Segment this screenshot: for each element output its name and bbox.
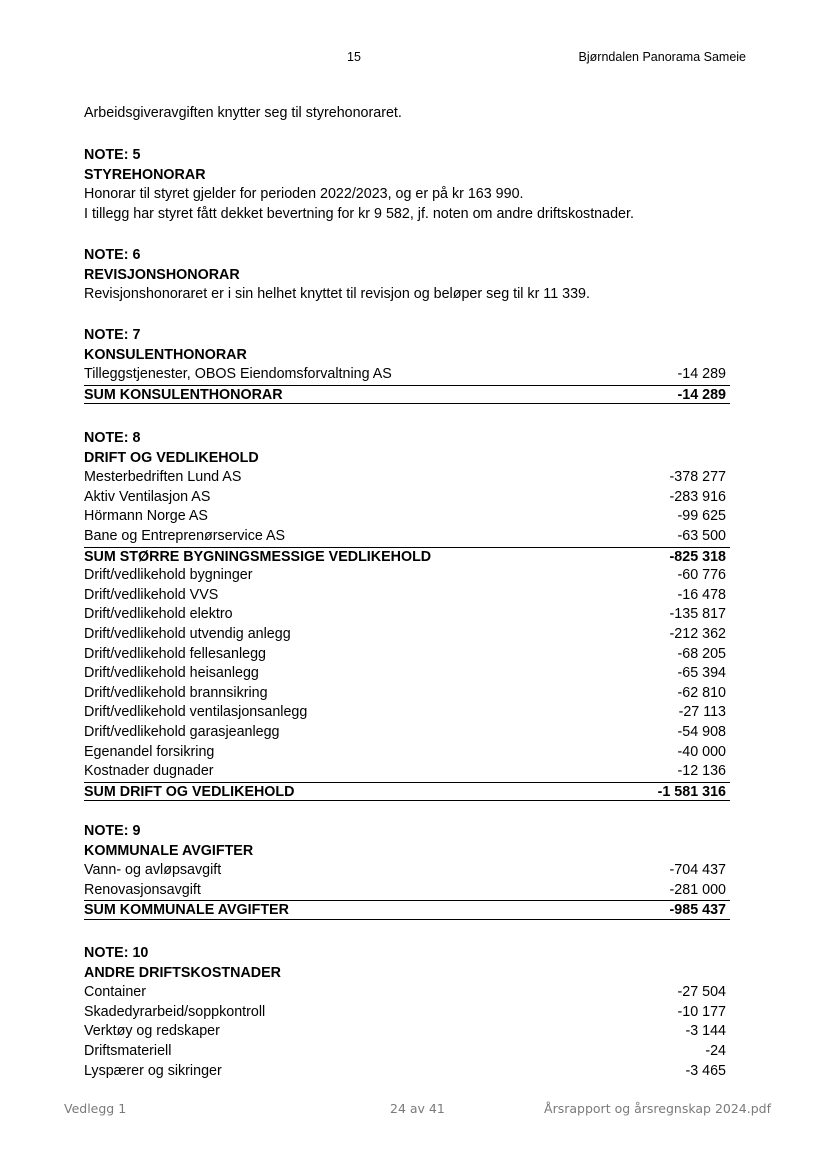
note-5: [84, 146, 730, 224]
row-label: Drift/vedlikehold heisanlegg: [84, 665, 259, 682]
table-row: [84, 743, 730, 763]
note-heading: KONSULENTHONORAR: [84, 346, 247, 363]
sum-value: -985 437: [669, 902, 726, 919]
note-8: [84, 429, 730, 801]
note-heading: KOMMUNALE AVGIFTER: [84, 842, 254, 859]
note-label: NOTE: 9: [84, 823, 141, 839]
table-row: [84, 605, 730, 625]
table-row: [84, 468, 730, 488]
sum-label: SUM KONSULENTHONORAR: [84, 386, 283, 403]
sum-row: [84, 782, 730, 802]
note-text: Revisjonshonoraret er i sin helhet knyttet til revisjon og beløper seg til kr 11 339.: [84, 286, 590, 303]
row-value: -40 000: [677, 743, 726, 760]
table-row: [84, 861, 730, 881]
row-value: -68 205: [677, 645, 726, 662]
table-row: [84, 1062, 730, 1082]
page-number: 15: [347, 50, 361, 64]
row-label: Container: [84, 984, 146, 1001]
sum-label: SUM KOMMUNALE AVGIFTER: [84, 902, 289, 919]
row-value: -704 437: [669, 862, 726, 879]
row-value: -54 908: [677, 723, 726, 740]
row-value: -212 362: [669, 625, 726, 642]
note-label: NOTE: 8: [84, 430, 141, 446]
row-value: -27 504: [677, 984, 726, 1001]
note-label: NOTE: 10: [84, 945, 149, 961]
row-value: -10 177: [677, 1003, 726, 1020]
table-row: [84, 881, 730, 901]
note-heading: DRIFT OG VEDLIKEHOLD: [84, 449, 259, 466]
row-value: -63 500: [677, 527, 726, 544]
note-heading: REVISJONSHONORAR: [84, 266, 240, 283]
sum-row: [84, 385, 730, 405]
row-value: -3 465: [685, 1062, 726, 1079]
table-row: [84, 723, 730, 743]
row-label: Renovasjonsavgift: [84, 881, 201, 898]
row-label: Drift/vedlikehold fellesanlegg: [84, 645, 266, 662]
document-title: Bjørndalen Panorama Sameie: [578, 50, 746, 64]
note-9: [84, 822, 730, 920]
note-heading: ANDRE DRIFTSKOSTNADER: [84, 964, 281, 981]
note-label: NOTE: 6: [84, 247, 141, 263]
row-value: -135 817: [669, 606, 726, 623]
note-10: [84, 944, 730, 1081]
table-row: [84, 507, 730, 527]
sum-label: SUM DRIFT OG VEDLIKEHOLD: [84, 783, 295, 800]
row-label: Vann- og avløpsavgift: [84, 862, 222, 879]
note-label: NOTE: 7: [84, 327, 141, 343]
table-row: [84, 1003, 730, 1023]
row-value: -3 144: [685, 1023, 726, 1040]
row-label: Drift/vedlikehold ventilasjonsanlegg: [84, 704, 308, 721]
table-row: [84, 1022, 730, 1042]
sum-row: [84, 900, 730, 920]
table-row: [84, 625, 730, 645]
note-text: I tillegg har styret fått dekket bevertning for kr 9 582, jf. noten om andre driftskostnader.: [84, 205, 634, 222]
table-row: [84, 684, 730, 704]
row-label: Drift/vedlikehold garasjeanlegg: [84, 723, 280, 740]
note-6: [84, 246, 730, 305]
row-value: -16 478: [677, 586, 726, 603]
note-7: [84, 326, 730, 404]
row-label: Kostnader dugnader: [84, 763, 214, 780]
row-label: Verktøy og redskaper: [84, 1023, 220, 1040]
row-value: -281 000: [669, 881, 726, 898]
row-value: -378 277: [669, 469, 726, 486]
sum-value: -825 318: [669, 548, 726, 565]
note-label: NOTE: 5: [84, 147, 141, 163]
table-row: [84, 1042, 730, 1062]
row-value: -60 776: [677, 567, 726, 584]
row-value: -283 916: [669, 488, 726, 505]
table-row: [84, 762, 730, 782]
table-row: [84, 664, 730, 684]
row-value: -62 810: [677, 684, 726, 701]
table-row: [84, 983, 730, 1003]
table-row: [84, 586, 730, 606]
row-label: Mesterbedriften Lund AS: [84, 469, 242, 486]
note-heading: STYREHONORAR: [84, 166, 206, 183]
table-row: [84, 527, 730, 547]
row-label: Drift/vedlikehold bygninger: [84, 567, 253, 584]
row-label: Drift/vedlikehold VVS: [84, 586, 219, 603]
row-label: Aktiv Ventilasjon AS: [84, 488, 211, 505]
row-label: Drift/vedlikehold utvendig anlegg: [84, 625, 291, 642]
row-label: Lyspærer og sikringer: [84, 1062, 222, 1079]
note-text: Honorar til styret gjelder for perioden 2022/2023, og er på kr 163 990.: [84, 186, 524, 203]
table-row: [84, 365, 730, 385]
table-row: [84, 566, 730, 586]
row-value: -24: [705, 1042, 726, 1059]
row-label: Egenandel forsikring: [84, 743, 215, 760]
row-label: Skadedyrarbeid/soppkontroll: [84, 1003, 266, 1020]
table-row: [84, 703, 730, 723]
row-value: -65 394: [677, 665, 726, 682]
row-value: -12 136: [677, 763, 726, 780]
sum-row: [84, 547, 730, 567]
intro-text: Arbeidsgiveravgiften knytter seg til styrehonoraret.: [84, 105, 402, 121]
table-row: [84, 488, 730, 508]
row-label: Drift/vedlikehold elektro: [84, 606, 233, 623]
footer-page-count: 24 av 41: [390, 1101, 445, 1116]
row-value: -27 113: [678, 704, 726, 721]
sum-value: -14 289: [677, 386, 726, 403]
row-label: Drift/vedlikehold brannsikring: [84, 684, 268, 701]
row-label: Tilleggstjenester, OBOS Eiendomsforvaltning AS: [84, 366, 392, 383]
sum-value: -1 581 316: [657, 783, 726, 800]
row-label: Driftsmateriell: [84, 1042, 172, 1059]
footer-attachment-label: Vedlegg 1: [64, 1101, 127, 1116]
table-row: [84, 645, 730, 665]
row-label: Bane og Entreprenørservice AS: [84, 527, 286, 544]
footer-filename: Årsrapport og årsregnskap 2024.pdf: [544, 1101, 771, 1116]
row-label: Hörmann Norge AS: [84, 508, 208, 525]
row-value: -14 289: [677, 366, 726, 383]
sum-label: SUM STØRRE BYGNINGSMESSIGE VEDLIKEHOLD: [84, 548, 432, 565]
row-value: -99 625: [677, 508, 726, 525]
